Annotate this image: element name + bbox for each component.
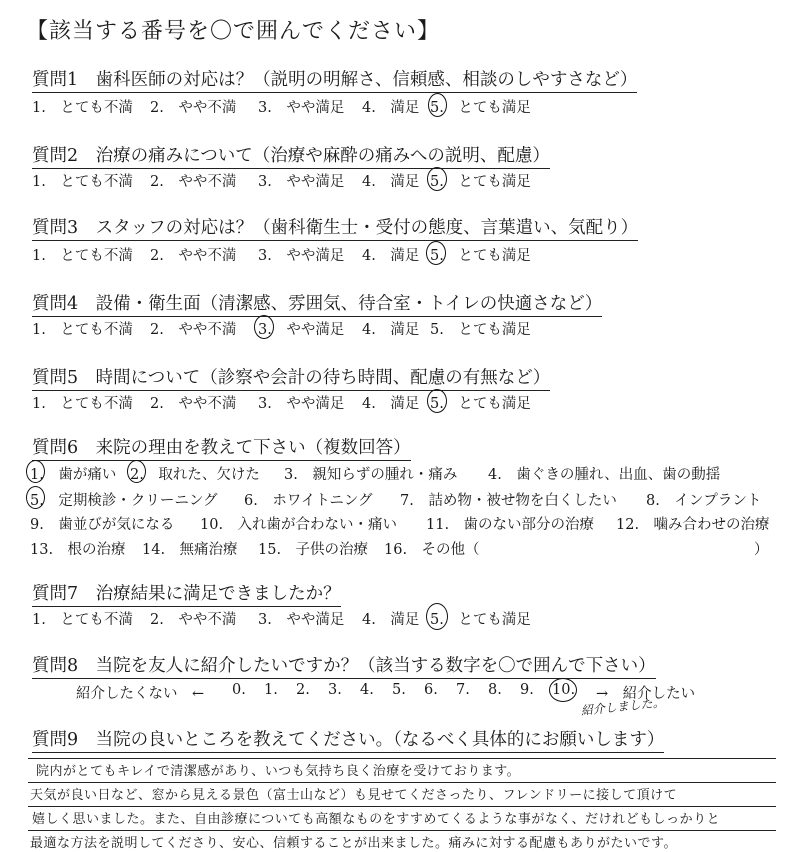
question-4-title: 質問4 設備・衛生面（清潔感、雰囲気、待合室・トイレの快適さなど） — [32, 290, 602, 317]
question-2-title: 質問2 治療の痛みについて（治療や麻酔の痛みへの説明、配慮） — [32, 142, 550, 169]
q7-option-2[interactable]: 2. やや不満 — [150, 612, 237, 628]
q2-option-3[interactable]: 3. やや満足 — [258, 174, 345, 190]
q6-option-10[interactable]: 10. 入れ歯が合わない・痛い — [200, 517, 398, 533]
scale-left-label: 紹介したくない ← — [76, 686, 205, 702]
q5-option-4[interactable]: 4. 満足 — [362, 396, 420, 412]
q6-option-2[interactable]: 2. 取れた、欠けた — [130, 467, 260, 483]
question-1-title: 質問1 歯科医師の対応は？（説明の明解さ、信頼感、相談のしやすさなど） — [32, 66, 637, 93]
q1-option-2[interactable]: 2. やや不満 — [150, 100, 237, 116]
instruction-header: 【該当する番号を〇で囲んでください】 — [26, 19, 441, 44]
q3-option-1[interactable]: 1. とても不満 — [32, 248, 133, 264]
q1-option-1[interactable]: 1. とても不満 — [32, 100, 133, 116]
scale-option-4[interactable]: 4. — [360, 682, 374, 698]
handwritten-note: 紹介しました。 — [580, 695, 666, 718]
q6-option-12[interactable]: 12. 噛み合わせの治療 — [616, 517, 770, 533]
answer-line — [28, 806, 776, 807]
scale-option-9[interactable]: 9. — [520, 682, 534, 698]
q6-option-9[interactable]: 9. 歯並びが気になる — [30, 517, 175, 533]
handwritten-answer-line-3: 嬉しく思いました。また、自由診療についても高額なものをすすめてくるような事がなく、だけれどもしっかりと — [32, 812, 721, 827]
q7-option-1[interactable]: 1. とても不満 — [32, 612, 133, 628]
q6-option-1[interactable]: 1. 歯が痛い — [30, 467, 117, 483]
q5-option-2[interactable]: 2. やや不満 — [150, 396, 237, 412]
q2-option-1[interactable]: 1. とても不満 — [32, 174, 133, 190]
q6-option-5[interactable]: 5. 定期検診・クリーニング — [30, 493, 218, 509]
question-5-title: 質問5 時間について（診察や会計の待ち時間、配慮の有無など） — [32, 364, 550, 391]
q6-option-3[interactable]: 3. 親知らずの腫れ・痛み — [284, 467, 458, 483]
q1-option-3[interactable]: 3. やや満足 — [258, 100, 345, 116]
answer-line — [28, 782, 776, 783]
scale-option-6[interactable]: 6. — [424, 682, 438, 698]
q1-option-5[interactable]: 5. とても満足 — [430, 100, 531, 116]
q2-option-5[interactable]: 5. とても満足 — [430, 174, 531, 190]
q2-option-4[interactable]: 4. 満足 — [362, 174, 420, 190]
handwritten-answer-line-4: 最適な方法を説明してくださり、安心、信頼することが出来ました。痛みに対する配慮もありがたいです。 — [30, 836, 677, 851]
q5-option-3[interactable]: 3. やや満足 — [258, 396, 345, 412]
q3-option-2[interactable]: 2. やや不満 — [150, 248, 237, 264]
q6-other-close-paren: ） — [754, 542, 769, 558]
answer-line — [28, 758, 776, 759]
q7-option-5[interactable]: 5. とても満足 — [430, 612, 531, 628]
q3-option-5[interactable]: 5. とても満足 — [430, 248, 531, 264]
q3-option-3[interactable]: 3. やや満足 — [258, 248, 345, 264]
question-6-title: 質問6 来院の理由を教えて下さい（複数回答） — [32, 434, 411, 461]
q6-option-4[interactable]: 4. 歯ぐきの腫れ、出血、歯の動揺 — [488, 467, 721, 483]
answer-line — [28, 830, 776, 831]
q4-option-5[interactable]: 5. とても満足 — [430, 322, 531, 338]
scale-option-8[interactable]: 8. — [488, 682, 502, 698]
scale-option-3[interactable]: 3. — [328, 682, 342, 698]
q6-option-8[interactable]: 8. インプラント — [646, 493, 762, 509]
scale-right-label: → 紹介したい — [596, 686, 696, 702]
question-8-title: 質問8 当院を友人に紹介したいですか？（該当する数字を〇で囲んで下さい） — [32, 652, 656, 679]
q3-option-4[interactable]: 4. 満足 — [362, 248, 420, 264]
q6-option-13[interactable]: 13. 根の治療 — [30, 542, 126, 558]
q7-option-4[interactable]: 4. 満足 — [362, 612, 420, 628]
q6-option-11[interactable]: 11. 歯のない部分の治療 — [426, 517, 595, 533]
q2-option-2[interactable]: 2. やや不満 — [150, 174, 237, 190]
q1-option-4[interactable]: 4. 満足 — [362, 100, 420, 116]
q5-option-1[interactable]: 1. とても不満 — [32, 396, 133, 412]
q6-option-16[interactable]: 16. その他（ — [384, 542, 480, 558]
q6-option-7[interactable]: 7. 詰め物・被せ物を白くしたい — [400, 493, 617, 509]
q6-option-6[interactable]: 6. ホワイトニング — [244, 493, 373, 509]
question-3-title: 質問3 スタッフの対応は？（歯科衛生士・受付の態度、言葉遣い、気配り） — [32, 214, 638, 241]
scale-option-2[interactable]: 2. — [296, 682, 310, 698]
scale-option-5[interactable]: 5. — [392, 682, 406, 698]
q4-option-3[interactable]: 3. やや満足 — [258, 322, 345, 338]
handwritten-answer-line-1: 院内がとてもキレイで清潔感があり、いつも気持ち良く治療を受けております。 — [36, 764, 521, 779]
scale-option-0[interactable]: 0. — [232, 682, 246, 698]
q6-option-14[interactable]: 14. 無痛治療 — [142, 542, 238, 558]
question-9-title: 質問9 当院の良いところを教えてください。（なるべく具体的にお願いします） — [32, 726, 664, 753]
scale-option-10[interactable]: 10. — [552, 682, 576, 698]
q4-option-4[interactable]: 4. 満足 — [362, 322, 420, 338]
scale-option-1[interactable]: 1. — [264, 682, 278, 698]
handwritten-answer-line-2: 天気が良い日など、窓から見える景色（富士山など）も見せてくださったり、フレンドリーに接して頂けて — [30, 788, 678, 803]
question-7-title: 質問7 治療結果に満足できましたか？ — [32, 580, 341, 607]
q7-option-3[interactable]: 3. やや満足 — [258, 612, 345, 628]
scale-option-7[interactable]: 7. — [456, 682, 470, 698]
q4-option-1[interactable]: 1. とても不満 — [32, 322, 133, 338]
q6-option-15[interactable]: 15. 子供の治療 — [258, 542, 369, 558]
q4-option-2[interactable]: 2. やや不満 — [150, 322, 237, 338]
q5-option-5[interactable]: 5. とても満足 — [430, 396, 531, 412]
